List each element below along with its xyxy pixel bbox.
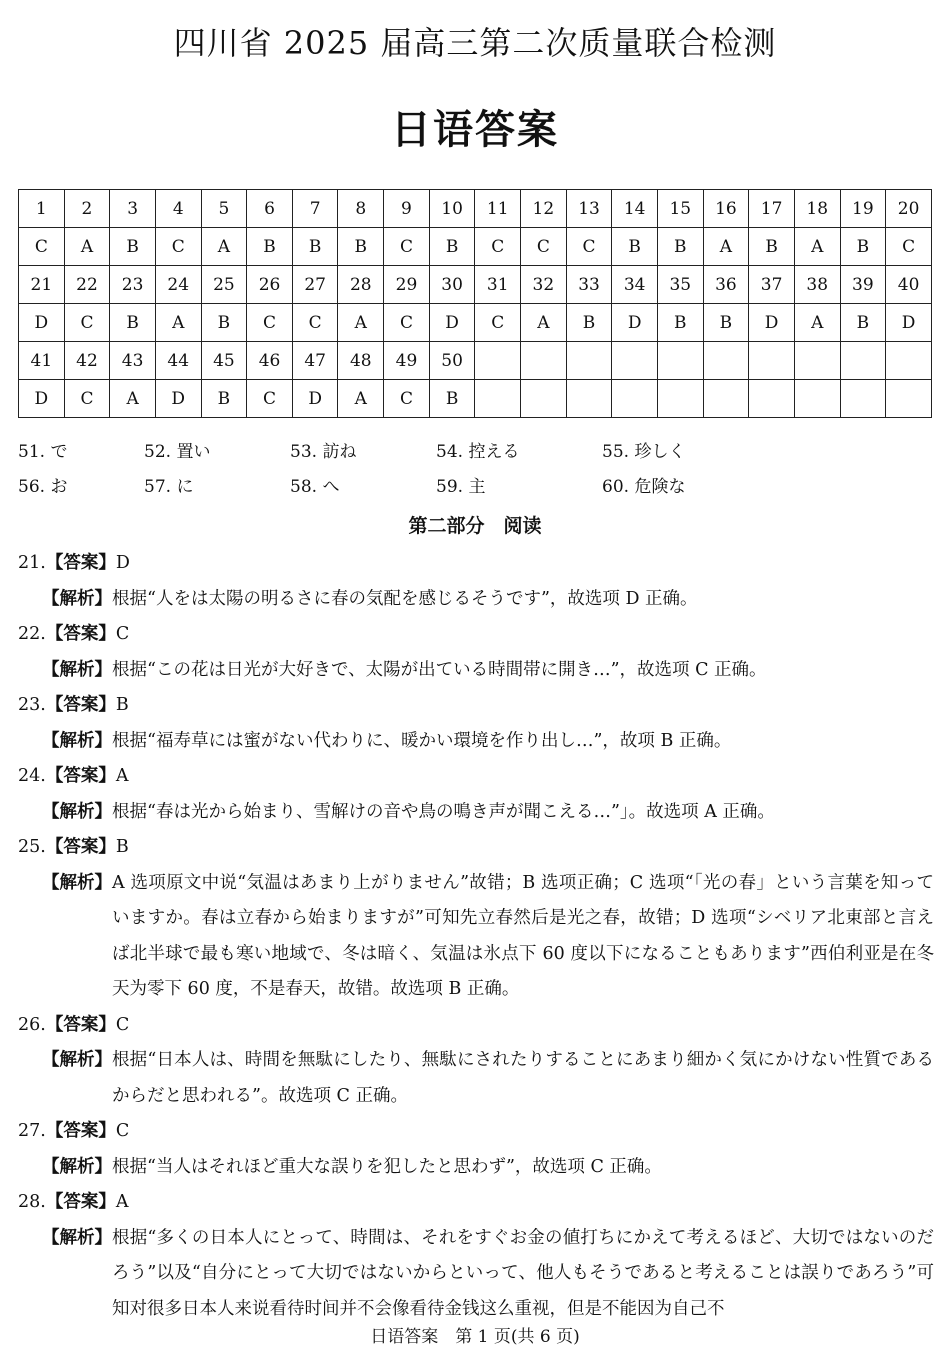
- answer-table-cell: D: [19, 380, 65, 418]
- answer-table-row: [19, 228, 932, 266]
- answer-table-cell: C: [64, 304, 110, 342]
- page-footer: 日语答案 第 1 页(共 6 页): [370, 1327, 580, 1347]
- answer-table-cell: 47: [292, 342, 338, 380]
- answer-table-cell: [521, 380, 567, 418]
- answer-table-cell: 34: [612, 266, 658, 304]
- answer-table-cell: B: [292, 228, 338, 266]
- answer-table-cell: 11: [475, 190, 521, 228]
- answer-table-cell: A: [201, 228, 247, 266]
- question-number: 25.: [18, 837, 46, 857]
- answer-value: B: [115, 837, 129, 857]
- answer-label: 【答案】: [45, 1192, 116, 1212]
- answer-table-cell: C: [247, 380, 293, 418]
- answer-table-cell: 12: [521, 190, 567, 228]
- answer-table-cell: 18: [794, 190, 840, 228]
- analysis-text: 根据“人をは太陽の明るさに春の気配を感じるそうです”，故选项 D 正确。: [112, 588, 698, 609]
- analysis-text: 根据“日本人は、時間を無駄にしたり、無駄にされたりすることにあまり細かく気にかけない性質であるからだと思われる”。故选项 C 正确。: [112, 1050, 934, 1106]
- answer-table-cell: B: [657, 304, 703, 342]
- question-number: 27.: [18, 1121, 46, 1141]
- reading-item: [18, 688, 934, 759]
- answer-table-cell: A: [64, 228, 110, 266]
- document-subtitle: 日语答案: [391, 106, 559, 153]
- answer-table-cell: C: [19, 228, 65, 266]
- answer-table-cell: B: [749, 228, 795, 266]
- blank-answer: 55. 珍しく: [602, 442, 686, 462]
- analysis-label: 【解析】: [42, 659, 112, 680]
- blank-answer: 60. 危険な: [602, 477, 686, 497]
- answer-line: [18, 830, 934, 866]
- answer-table-cell: 7: [292, 190, 338, 228]
- answer-label: 【答案】: [45, 553, 116, 573]
- analysis-label: 【解析】: [42, 1050, 112, 1070]
- answer-table-cell: 17: [749, 190, 795, 228]
- answer-table-cell: 27: [292, 266, 338, 304]
- answer-label: 【答案】: [45, 837, 116, 857]
- blank-answer: 59. 主: [436, 477, 486, 497]
- answer-line: [18, 688, 934, 724]
- question-number: 23.: [18, 695, 46, 715]
- answer-table-cell: 48: [338, 342, 384, 380]
- blank-answers-row: [18, 437, 932, 472]
- answer-table-cell: [475, 380, 521, 418]
- answer-value: C: [115, 624, 130, 644]
- blank-answer: 53. 訪ね: [290, 442, 357, 462]
- answer-label: 【答案】: [45, 1014, 116, 1035]
- answer-table-cell: [521, 342, 567, 380]
- answer-table-cell: 32: [521, 266, 567, 304]
- answer-table-cell: 28: [338, 266, 384, 304]
- answer-table-cell: [886, 342, 932, 380]
- blank-answer: 58. へ: [290, 477, 340, 497]
- answer-table-cell: 2: [64, 190, 110, 228]
- answer-label: 【答案】: [45, 766, 116, 786]
- answer-table-cell: 6: [247, 190, 293, 228]
- answer-table-cell: 25: [201, 266, 247, 304]
- answer-value: A: [115, 1192, 129, 1212]
- answer-table-cell: 13: [566, 190, 612, 228]
- answer-table-cell: A: [338, 380, 384, 418]
- answer-table-cell: B: [201, 380, 247, 418]
- blank-answer: 51. で: [18, 442, 68, 462]
- analysis-block: [18, 1150, 934, 1186]
- answer-table-cell: 20: [886, 190, 932, 228]
- answer-table-cell: A: [794, 228, 840, 266]
- answer-table-cell: 38: [794, 266, 840, 304]
- answer-table-cell: 43: [110, 342, 156, 380]
- answer-line: [18, 1185, 934, 1221]
- answer-table-cell: 3: [110, 190, 156, 228]
- analysis-block: [18, 795, 934, 831]
- answer-table-cell: C: [886, 228, 932, 266]
- answer-line: [18, 1114, 934, 1150]
- answer-table-cell: 1: [19, 190, 65, 228]
- answer-value: A: [115, 766, 129, 786]
- answer-label: 【答案】: [45, 695, 116, 715]
- answer-table-cell: C: [64, 380, 110, 418]
- answer-table-cell: C: [475, 304, 521, 342]
- answer-table-cell: D: [155, 380, 201, 418]
- answer-value: C: [115, 1014, 130, 1035]
- answer-table-cell: [703, 380, 749, 418]
- answer-table-cell: 44: [155, 342, 201, 380]
- analysis-text: 根据“当人はそれほど重大な誤りを犯したと思わず”，故选项 C 正确。: [112, 1156, 662, 1177]
- answer-table-cell: A: [794, 304, 840, 342]
- analysis-text: 根据“福寿草には蜜がない代わりに、暖かい環境を作り出し…”，故项 B 正确。: [112, 730, 732, 751]
- answer-table-row: [19, 190, 932, 228]
- answer-table-cell: [794, 342, 840, 380]
- answer-table-cell: D: [749, 304, 795, 342]
- answer-table-cell: 5: [201, 190, 247, 228]
- reading-item: [18, 1008, 934, 1115]
- analysis-label: 【解析】: [42, 1227, 112, 1248]
- answer-table-cell: 14: [612, 190, 658, 228]
- answer-table-cell: B: [612, 228, 658, 266]
- answer-table-cell: [612, 342, 658, 380]
- answer-table-cell: C: [292, 304, 338, 342]
- analysis-text: 根据“この花は日光が大好きで、太陽が出ている時間帯に開き…”，故选项 C 正确。: [112, 659, 767, 680]
- answer-table-cell: [840, 380, 886, 418]
- answer-table-cell: 4: [155, 190, 201, 228]
- answer-table-cell: 36: [703, 266, 749, 304]
- answer-table-cell: A: [110, 380, 156, 418]
- answer-table-cell: B: [429, 380, 475, 418]
- answer-table-cell: B: [338, 228, 384, 266]
- reading-item: [18, 830, 934, 1008]
- answer-table-cell: 24: [155, 266, 201, 304]
- answer-table-cell: 23: [110, 266, 156, 304]
- answer-label: 【答案】: [45, 624, 116, 644]
- answer-table-cell: 30: [429, 266, 475, 304]
- answer-table-cell: B: [840, 304, 886, 342]
- question-number: 22.: [18, 624, 46, 644]
- answer-table-cell: B: [110, 228, 156, 266]
- answer-table-cell: 37: [749, 266, 795, 304]
- answer-table-cell: [840, 342, 886, 380]
- question-number: 24.: [18, 766, 46, 786]
- answer-table-cell: D: [886, 304, 932, 342]
- answer-table-cell: 29: [384, 266, 430, 304]
- answer-table-cell: 49: [384, 342, 430, 380]
- analysis-label: 【解析】: [42, 588, 112, 609]
- answer-table-cell: C: [566, 228, 612, 266]
- analysis-text: 根据“多くの日本人にとって、時間は、それをすぐお金の値打ちにかえて考えるほど、大切ではないのだろう”以及“自分にとって大切ではないからといって、他人もそうであると考えることは誤りであろう”可知对很多日本人来说看待时间并不会像看待金钱这么重视，但是不能因为自己不: [112, 1227, 934, 1319]
- blank-answer: 52. 置い: [144, 442, 211, 462]
- answer-table-row: [19, 380, 932, 418]
- answer-table-cell: D: [429, 304, 475, 342]
- answer-table-cell: 21: [19, 266, 65, 304]
- answer-table-row: [19, 266, 932, 304]
- analysis-label: 【解析】: [42, 872, 112, 893]
- answer-table-cell: 19: [840, 190, 886, 228]
- blank-answer: 57. に: [144, 477, 194, 497]
- answer-table-cell: 46: [247, 342, 293, 380]
- answer-table-cell: 45: [201, 342, 247, 380]
- reading-item: [18, 759, 934, 830]
- answer-value: D: [115, 553, 130, 573]
- answer-table-cell: B: [657, 228, 703, 266]
- answer-table-cell: B: [840, 228, 886, 266]
- reading-item: [18, 546, 934, 617]
- answer-table-cell: [475, 342, 521, 380]
- analysis-text: A 选项原文中说“気温はあまり上がりません”故错；B 选项正确；C 选项“「光の春」という言葉を知っていますか。春は立春から始まりますが”可知先立春然后是光之春，故错；D 选项“シベリア北東部と言えば北半球で最も寒い地域で、冬は暗く、気温は氷点下 60 度以下になることもあります”西伯利亚是在冬天为零下 60 度，不是春天，故错。故选项 B 正确。: [112, 872, 934, 999]
- blank-answers: [18, 437, 932, 507]
- blank-answers-row: [18, 472, 932, 507]
- answer-table-cell: 16: [703, 190, 749, 228]
- answer-table-cell: [703, 342, 749, 380]
- answer-table-cell: [794, 380, 840, 418]
- answer-table-cell: 9: [384, 190, 430, 228]
- answer-table-cell: 50: [429, 342, 475, 380]
- answer-table-cell: C: [384, 304, 430, 342]
- answer-table-cell: [657, 342, 703, 380]
- answer-table-cell: 35: [657, 266, 703, 304]
- analysis-label: 【解析】: [42, 1156, 112, 1177]
- answer-table-cell: [566, 380, 612, 418]
- question-number: 21.: [18, 553, 46, 573]
- answer-table-cell: [749, 342, 795, 380]
- analysis-label: 【解析】: [42, 730, 112, 751]
- answer-line: [18, 546, 934, 582]
- answer-table-cell: 31: [475, 266, 521, 304]
- answer-table-cell: 10: [429, 190, 475, 228]
- answer-table-cell: A: [155, 304, 201, 342]
- blank-answer: 54. 控える: [436, 442, 520, 462]
- answer-value: C: [115, 1121, 130, 1141]
- answer-table-cell: B: [201, 304, 247, 342]
- answer-table-cell: 26: [247, 266, 293, 304]
- answer-table-cell: D: [292, 380, 338, 418]
- answer-table-cell: [612, 380, 658, 418]
- analysis-block: [18, 1043, 934, 1114]
- analysis-block: [18, 724, 934, 760]
- answer-table-cell: C: [155, 228, 201, 266]
- answer-line: [18, 759, 934, 795]
- answer-table-cell: B: [703, 304, 749, 342]
- answer-table-cell: B: [566, 304, 612, 342]
- answer-table-cell: [886, 380, 932, 418]
- blank-answer: 56. お: [18, 477, 68, 497]
- reading-item: [18, 1114, 934, 1185]
- answer-table-row: [19, 342, 932, 380]
- answer-table-cell: [657, 380, 703, 418]
- analysis-block: [18, 582, 934, 618]
- answer-table-cell: B: [247, 228, 293, 266]
- analysis-label: 【解析】: [42, 801, 112, 822]
- answer-value: B: [115, 695, 129, 715]
- analysis-block: [18, 866, 934, 1008]
- answer-table-cell: 15: [657, 190, 703, 228]
- section-title: 第二部分 阅读: [408, 515, 542, 537]
- answer-table-cell: C: [247, 304, 293, 342]
- answer-table-row: [19, 304, 932, 342]
- answer-table-cell: A: [703, 228, 749, 266]
- answer-table: [18, 189, 932, 418]
- answer-table-cell: [749, 380, 795, 418]
- answer-table-cell: 40: [886, 266, 932, 304]
- answer-table-cell: D: [612, 304, 658, 342]
- answer-table-cell: C: [475, 228, 521, 266]
- reading-answers: [18, 546, 934, 1327]
- answer-table-cell: A: [338, 304, 384, 342]
- reading-item: [18, 1185, 934, 1327]
- answer-line: [18, 1008, 934, 1044]
- analysis-block: [18, 653, 934, 689]
- analysis-text: 根据“春は光から始まり、雪解けの音や鳥の鳴き声が聞こえる…”」。故选项 A 正确。: [112, 801, 775, 822]
- answer-table-cell: A: [521, 304, 567, 342]
- answer-table-cell: D: [19, 304, 65, 342]
- answer-line: [18, 617, 934, 653]
- question-number: 28.: [18, 1192, 46, 1212]
- document-title: 四川省 2025 届高三第二次质量联合检测: [173, 24, 777, 62]
- question-number: 26.: [18, 1014, 46, 1035]
- answer-table-cell: 33: [566, 266, 612, 304]
- answer-table-cell: C: [521, 228, 567, 266]
- analysis-block: [18, 1221, 934, 1328]
- answer-table-cell: 8: [338, 190, 384, 228]
- answer-label: 【答案】: [45, 1121, 116, 1141]
- answer-table-cell: C: [384, 228, 430, 266]
- answer-table-cell: B: [110, 304, 156, 342]
- answer-table-cell: 39: [840, 266, 886, 304]
- answer-table-cell: 42: [64, 342, 110, 380]
- answer-table-cell: C: [384, 380, 430, 418]
- answer-table-cell: 41: [19, 342, 65, 380]
- reading-item: [18, 617, 934, 688]
- answer-table-cell: [566, 342, 612, 380]
- answer-table-cell: B: [429, 228, 475, 266]
- answer-table-cell: 22: [64, 266, 110, 304]
